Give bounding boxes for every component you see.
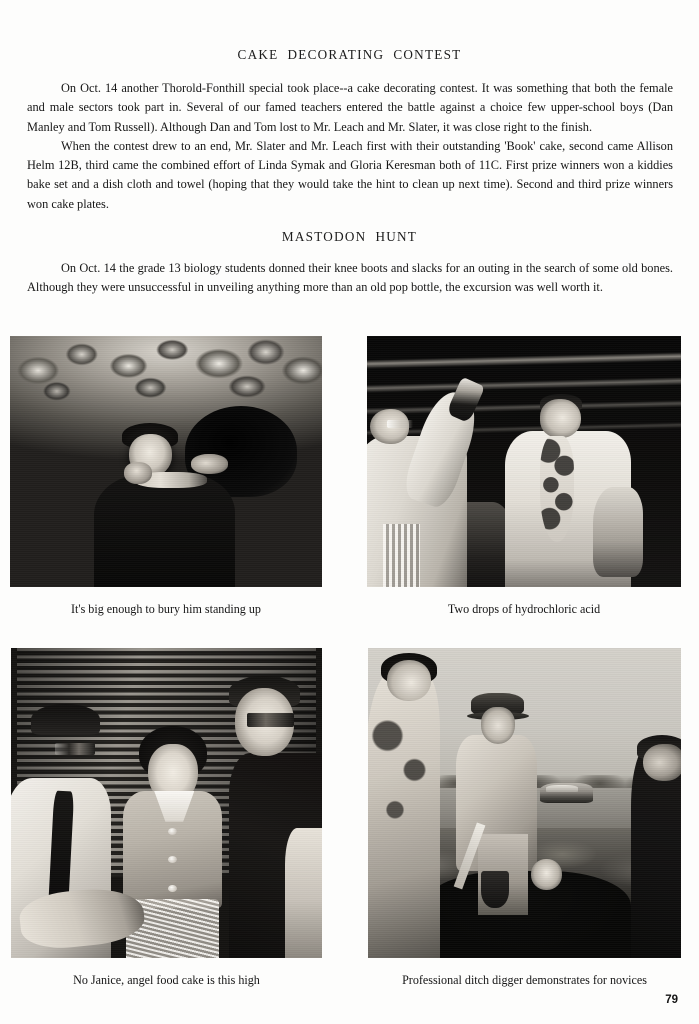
paragraph: When the contest drew to an end, Mr. Slater and Mr. Leach first with their outstanding 'Book' cake, second came Allison Helm 12B, third came the combined effort of Linda Symak and Gloria Keresman both of 11C. First prize winners won a kiddies bake set and a dish cloth and towel (hoping that they would take the hint to clean up next time). Second and third prize winners won cake plates. (27, 138, 673, 211)
paragraph: On Oct. 14 another Thorold-Fonthill special took place--a cake decorating contest. It was something that both the female and male sectors took part in. Several of our famed teachers entered the battle against a choice few upper-school boys (Dan Manley and Tom Russell). Although Dan and Tom lost to Mr. Leach and Mr. Slater, it was close right to the finish. (27, 81, 673, 134)
photo-caption: Two drops of hydrochloric acid (447, 602, 601, 616)
photo-hydrochloric-acid-demo (367, 336, 681, 587)
photo-caption: It's big enough to bury him standing up (71, 602, 261, 616)
photo-caption: No Janice, angel food cake is this high (73, 973, 260, 987)
body-text-cake-decorating-contest (27, 79, 673, 214)
photo-three-people-at-blinds (11, 648, 322, 958)
page-number: 79 (665, 994, 678, 1006)
body-text-mastodon-hunt (27, 259, 673, 298)
photo-boy-in-pit (10, 336, 322, 587)
paragraph: On Oct. 14 the grade 13 biology students donned their knee boots and slacks for an outing in the search of some old bones. Although they were unsuccessful in unveiling anything more than an old pop bottle, the excursion was well worth it. (27, 261, 673, 295)
photo-caption: Professional ditch digger demonstrates for novices (402, 973, 647, 987)
section-heading-cake-decorating-contest: CAKE DECORATING CONTEST (237, 47, 462, 62)
section-heading-mastodon-hunt: MASTODON HUNT (281, 229, 418, 244)
photo-ditch-digger (368, 648, 681, 958)
